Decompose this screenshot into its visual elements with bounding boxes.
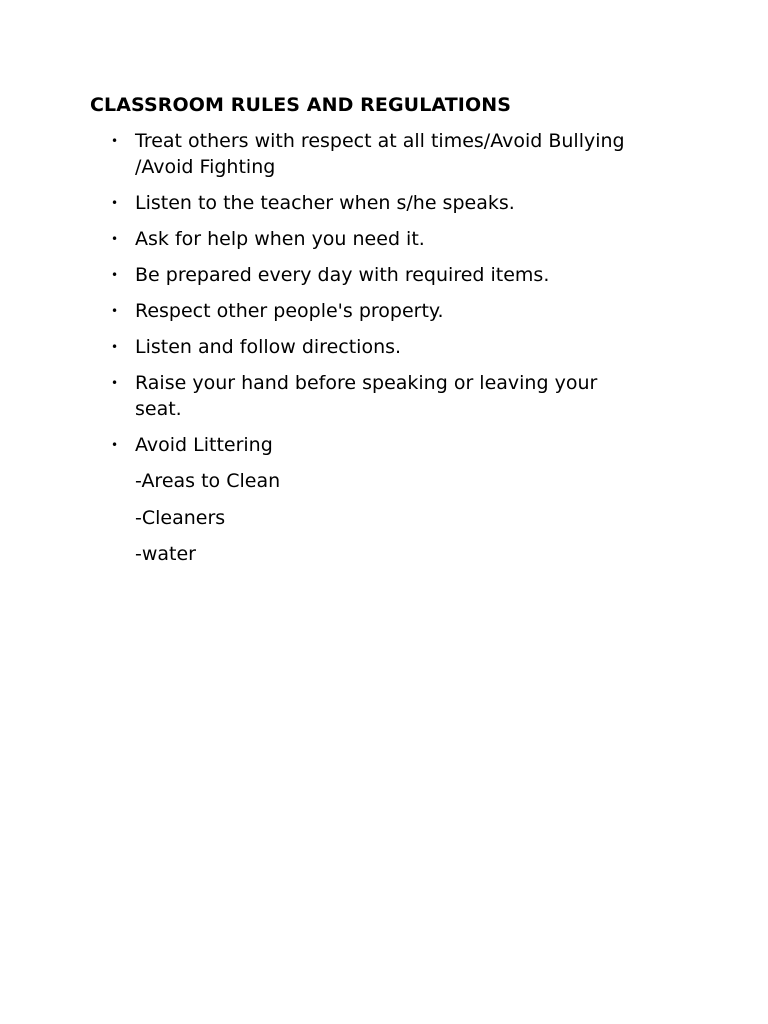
rule-text: Be prepared every day with required items. <box>135 264 550 286</box>
subitem: -Areas to Clean <box>135 470 281 492</box>
bullet-icon: • <box>111 268 119 282</box>
rules-list <box>0 128 768 578</box>
littering-subitems <box>135 468 638 567</box>
rule-item <box>0 226 768 252</box>
rule-item <box>0 334 768 360</box>
rule-item <box>0 370 768 422</box>
bullet-icon: • <box>111 376 119 390</box>
rule-item <box>0 190 768 216</box>
rule-item <box>0 128 768 180</box>
rule-text: Raise your hand before speaking or leaving your seat. <box>135 372 598 420</box>
rule-text: Respect other people's property. <box>135 300 444 322</box>
rule-item <box>0 298 768 324</box>
rule-text: Avoid Littering <box>135 434 273 456</box>
bullet-icon: • <box>111 134 119 148</box>
bullet-icon: • <box>111 304 119 318</box>
rule-text: Ask for help when you need it. <box>135 228 425 250</box>
rule-text: Listen and follow directions. <box>135 336 402 358</box>
rule-item-littering <box>0 432 768 567</box>
subitem: -water <box>135 543 196 565</box>
rule-item <box>0 262 768 288</box>
bullet-icon: • <box>111 438 119 452</box>
subitem: -Cleaners <box>135 506 226 529</box>
rule-text: Listen to the teacher when s/he speaks. <box>135 192 515 214</box>
document-title: CLASSROOM RULES AND REGULATIONS <box>90 94 511 116</box>
bullet-icon: • <box>111 340 119 354</box>
bullet-icon: • <box>111 232 119 246</box>
rule-text: Treat others with respect at all times/Avoid Bullying /Avoid Fighting <box>135 130 625 178</box>
bullet-icon: • <box>111 196 119 210</box>
